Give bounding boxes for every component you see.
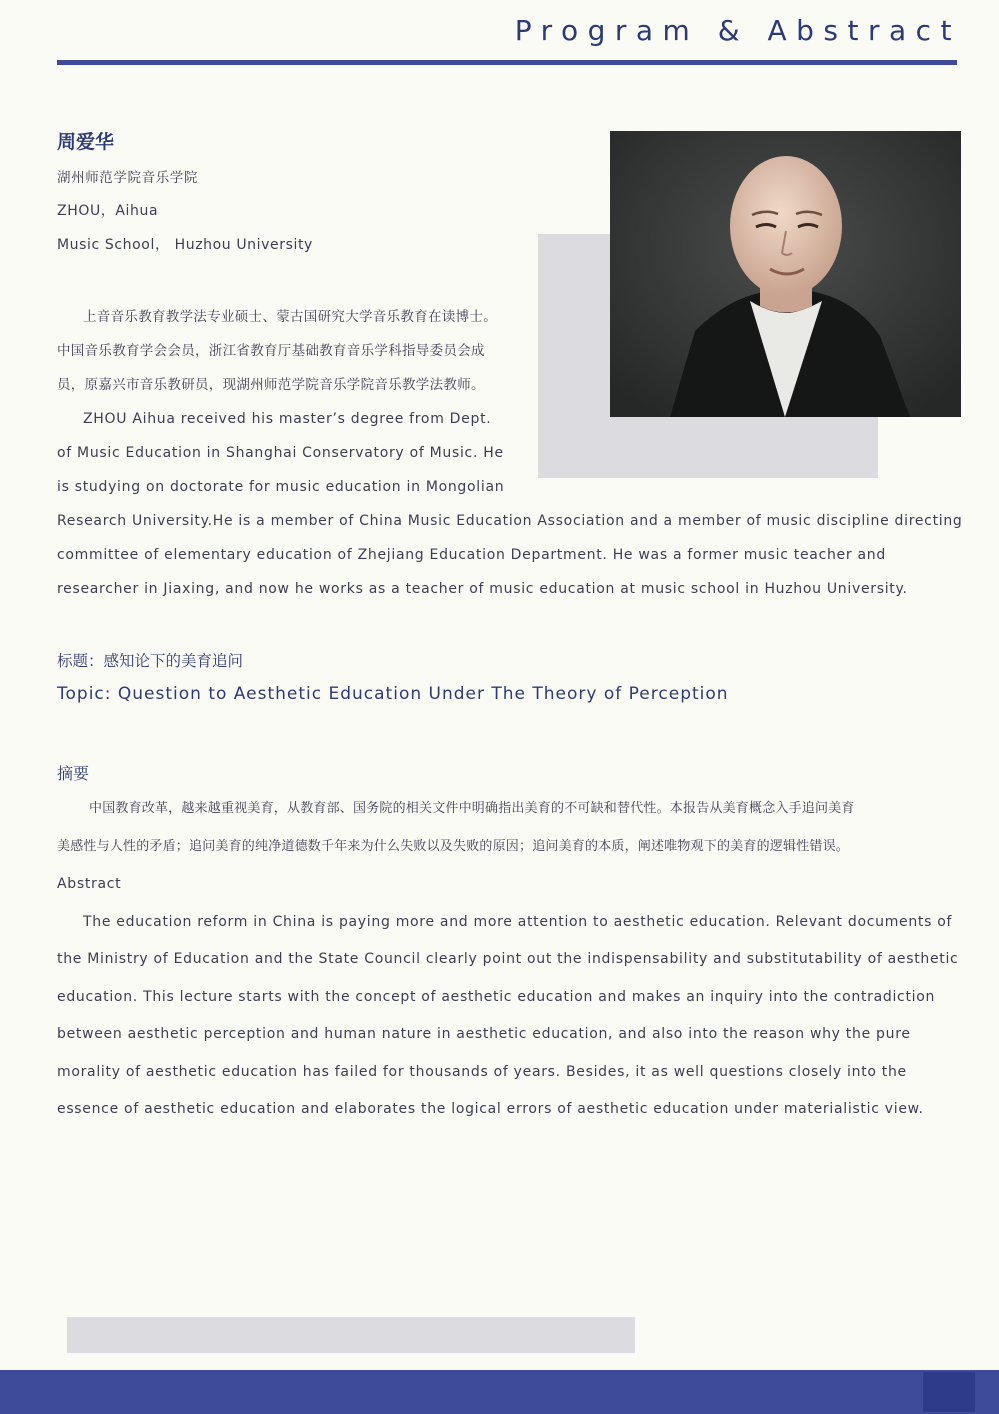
speaker-affiliation-en: Music School， Huzhou University xyxy=(57,237,313,253)
abstract-body xyxy=(57,794,972,1132)
bio-line: committee of elementary education of Zhejiang Education Department. He was a former music teacher and xyxy=(57,547,886,563)
abstract-heading-en: Abstract xyxy=(57,876,122,892)
abstract-en-line: morality of aesthetic education has failed for thousands of years. Besides, it as well questions closely into the xyxy=(57,1063,907,1080)
abstract-en-line: between aesthetic perception and human nature in aesthetic education, and also into the reason why the pure xyxy=(57,1026,911,1042)
speaker-biography xyxy=(57,300,967,606)
abstract-heading-cn: 摘要 xyxy=(57,764,90,783)
bio-line: of Music Education in Shanghai Conservatory of Music. He xyxy=(57,445,504,461)
abstract-en-line: education. This lecture starts with the concept of aesthetic education and makes an inquiry into the contradiction xyxy=(57,988,936,1005)
footer-accent-square xyxy=(923,1372,975,1412)
bio-line: 员，原嘉兴市音乐教研员，现湖州师范学院音乐学院音乐教学法教师。 xyxy=(57,377,485,393)
bio-line: is studying on doctorate for music education in Mongolian xyxy=(57,479,505,495)
abstract-cn-line: 美感性与人性的矛盾；追问美育的纯净道德数千年来为什么失败以及失败的原因；追问美育的本质，阐述唯物观下的美育的逻辑性错误。 xyxy=(57,838,850,854)
abstract-en-line: essence of aesthetic education and elaborates the logical errors of aesthetic education under materialistic view. xyxy=(57,1101,924,1117)
page-header-title: Program & Abstract xyxy=(514,14,961,47)
speaker-name-cn: 周爱华 xyxy=(57,131,115,153)
bio-line: researcher in Jiaxing, and now he works as a teacher of music education at music school in Huzhou University. xyxy=(57,581,908,597)
header-divider xyxy=(57,60,957,65)
abstract-en-line: The education reform in China is paying more and more attention to aesthetic education. Relevant documents of xyxy=(83,913,953,930)
abstract-en-line: the Ministry of Education and the State Council clearly point out the indispensability and substitutability of aesthetic xyxy=(57,951,959,967)
bio-line: 中国音乐教育学会会员，浙江省教育厅基础教育音乐学科指导委员会成 xyxy=(57,343,485,359)
bio-line: ZHOU Aihua received his master’s degree from Dept. xyxy=(83,411,492,427)
footer-bar xyxy=(0,1370,999,1414)
abstract-cn-line: 中国教育改革，越来越重视美育，从教育部、国务院的相关文件中明确指出美育的不可缺和替代性。本报告从美育概念入手追问美育 xyxy=(89,801,855,816)
bio-line: 上音音乐教育教学法专业硕士、蒙古国研究大学音乐教育在读博士。 xyxy=(83,309,497,325)
speaker-name-en: ZHOU，Aihua xyxy=(57,203,159,219)
topic-title-cn: 标题：感知论下的美育追问 xyxy=(57,652,244,670)
bio-line: Research University.He is a member of China Music Education Association and a member of music discipline directing xyxy=(57,513,963,529)
footer-gray-band xyxy=(67,1317,635,1353)
speaker-affiliation-cn: 湖州师范学院音乐学院 xyxy=(57,170,198,186)
topic-title-en: Topic: Question to Aesthetic Education Under The Theory of Perception xyxy=(57,684,729,704)
